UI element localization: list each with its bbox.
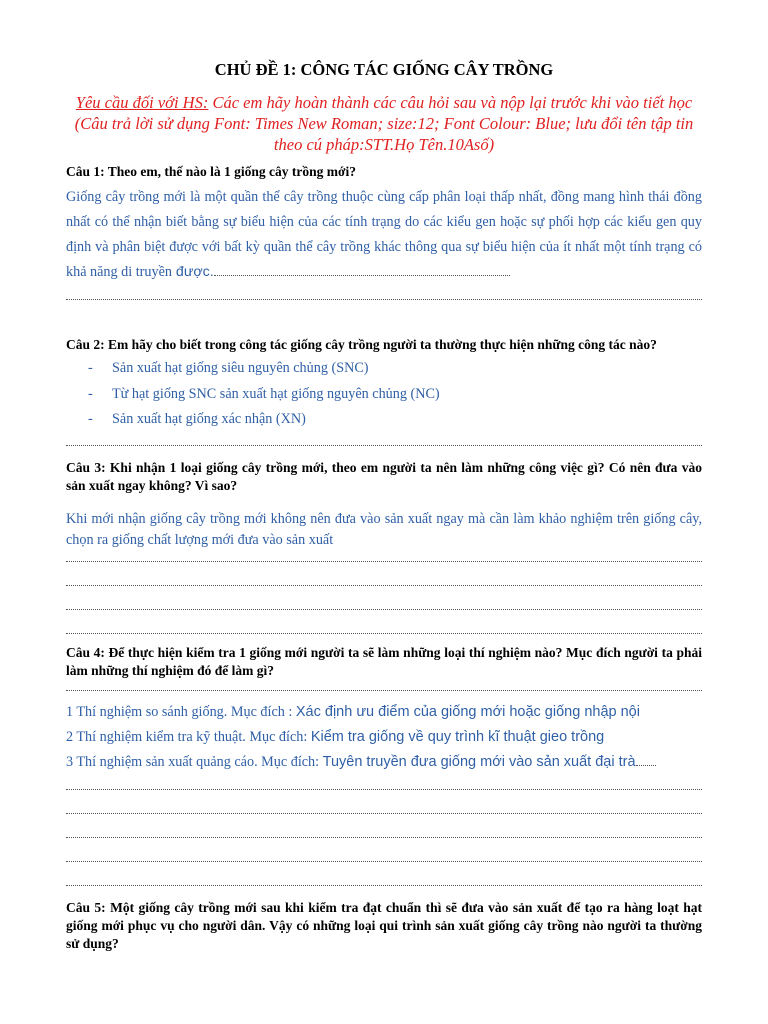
experiment-purpose: Tuyên truyền đưa giống mới vào sản xuất đại trà xyxy=(322,754,636,770)
requirement-text: Các em hãy hoàn thành các câu hỏi sau và nộp lại trước khi vào tiết học (Câu trả lời sử dụng Font: Times New Roman; size:12; Font Colour: Blue; lưu đổi tên tập tin theo cú pháp:STT.Họ Tên.10Asố) xyxy=(74,93,694,154)
question-3: Câu 3: Khi nhận 1 loại giống cây trồng mới, theo em người ta nên làm những công việc gì? Có nên đưa vào sản xuất ngay không? Vì sao? xyxy=(66,460,702,493)
experiment-line xyxy=(66,727,702,747)
list-item-text: Sản xuất hạt giống xác nhận (XN) xyxy=(112,411,306,427)
answer-1-tail: được. xyxy=(171,264,214,280)
list-item xyxy=(88,358,688,378)
dotted-line xyxy=(66,608,702,610)
dotted-line xyxy=(66,298,702,300)
experiment-label: 3 Thí nghiệm sản xuất quảng cáo. Mục đích: xyxy=(66,754,323,770)
dotted-line xyxy=(66,836,702,838)
question-4: Câu 4: Để thực hiện kiểm tra 1 giống mới người ta sẽ làm những loại thí nghiệm nào? Mục đích người ta phải làm những thí nghiệm đó để làm gì? xyxy=(66,645,702,678)
list-item-text: Từ hạt giống SNC sản xuất hạt giống nguyên chủng (NC) xyxy=(112,386,440,402)
list-item-text: Sản xuất hạt giống siêu nguyên chủng (SNC) xyxy=(112,360,369,376)
dotted-line xyxy=(66,632,702,634)
experiment-line xyxy=(66,752,702,772)
dotted-line xyxy=(66,812,702,814)
requirement-label: Yêu cầu đối với HS: xyxy=(75,93,209,112)
experiment-label: 2 Thí nghiệm kiểm tra kỹ thuật. Mục đích: xyxy=(66,729,311,745)
dotted-line xyxy=(66,584,702,586)
experiment-purpose: Kiểm tra giống về quy trình kĩ thuật gieo trồng xyxy=(310,729,605,745)
list-item xyxy=(88,384,688,404)
question-2: Câu 2: Em hãy cho biết trong công tác giống cây trồng người ta thường thực hiện những công tác nào? xyxy=(66,337,657,352)
answer-1 xyxy=(66,185,702,285)
page-title: CHỦ ĐỀ 1: CÔNG TÁC GIỐNG CÂY TRỒNG xyxy=(214,60,554,79)
experiment-label: 1 Thí nghiệm so sánh giống. Mục đích : xyxy=(66,704,296,720)
answer-3: Khi mới nhận giống cây trồng mới không nên đưa vào sản xuất ngay mà cần làm khảo nghiệm trên giống cây, chọn ra giống chất lượng mới đưa vào sản xuất xyxy=(66,511,702,548)
dotted-line xyxy=(66,788,702,790)
list-item xyxy=(88,409,688,429)
question-5: Câu 5: Một giống cây trồng mới sau khi kiểm tra đạt chuẩn thì sẽ đưa vào sản xuất để tạo ra hàng loạt hạt giống mới phục vụ cho người dân. Vậy có những loại qui trình sản xuất giống cây trồng nào người ta thường sử dụng? xyxy=(66,900,702,951)
dotted-line xyxy=(66,689,702,691)
experiment-purpose: Xác định ưu điểm của giống mới hoặc giống nhập nội xyxy=(295,704,640,720)
experiment-dotted-fill xyxy=(636,764,656,766)
dotted-line xyxy=(66,444,702,446)
answer-1-dotted-fill xyxy=(214,274,510,276)
dotted-line xyxy=(66,860,702,862)
question-1: Câu 1: Theo em, thế nào là 1 giống cây trồng mới? xyxy=(66,164,356,179)
bullet-dash: - xyxy=(88,386,93,402)
bullet-dash: - xyxy=(88,360,93,376)
experiment-line xyxy=(66,702,702,722)
requirement-note xyxy=(66,92,702,155)
dotted-line xyxy=(66,884,702,886)
dotted-line xyxy=(66,560,702,562)
bullet-dash: - xyxy=(88,411,93,427)
answer-1-text: Giống cây trồng mới là một quần thể cây trồng thuộc cùng cấp phân loại thấp nhất, đồng mang hình thái đồng nhất có thể nhận biết bằng sự biểu hiện của các tính trạng do các kiểu gen hoặc sự phối hợp các kiểu gen quy định và phân biệt được với bất kỳ quần thể cây trồng khác thông qua sự biểu hiện của ít nhất một tính trạng có khả năng di truyền xyxy=(66,189,702,280)
